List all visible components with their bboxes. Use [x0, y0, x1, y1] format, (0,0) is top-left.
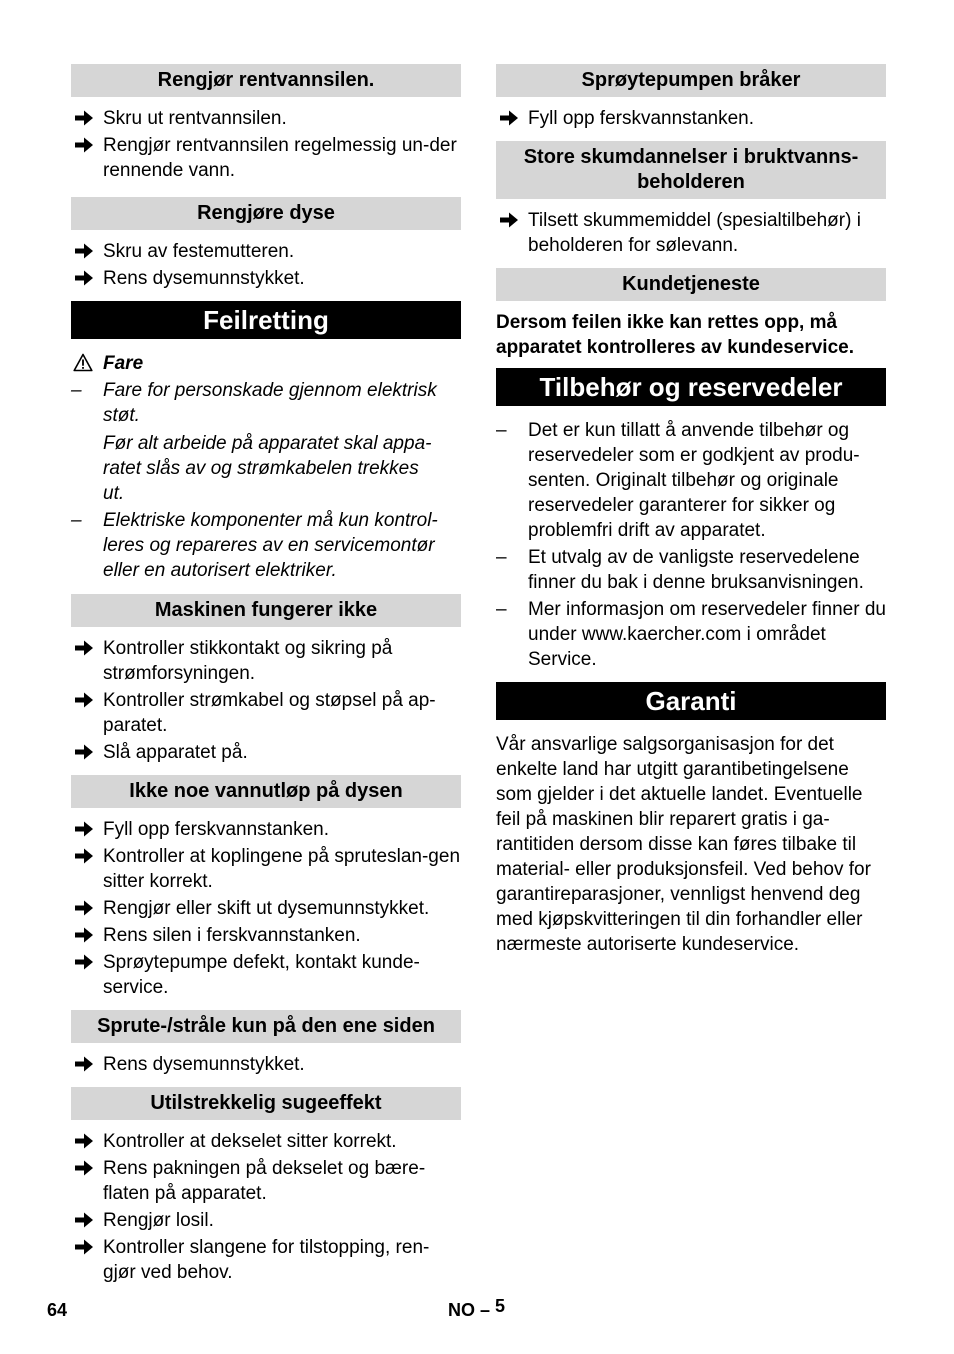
list-item: Rengjør eller skift ut dysemunnstykket. [71, 896, 461, 921]
arrow-icon [74, 109, 94, 127]
list-item: – Mer informasjon om reservedeler finner du under www.kaercher.com i området Service. [496, 599, 886, 670]
list-item: Kontroller at koplingene på spruteslan-gen sitter korrekt. [71, 844, 461, 894]
arrow-icon [74, 1055, 94, 1073]
arrow-icon [74, 1211, 94, 1229]
arrow-icon [74, 136, 94, 154]
section-heading: Sprute-/stråle kun på den ene siden [71, 1010, 461, 1043]
section-heading: Maskinen fungerer ikke [71, 594, 461, 627]
arrow-icon [499, 211, 519, 229]
list-item: Rens pakningen på dekselet og bære-flaten på apparatet. [71, 1156, 461, 1206]
arrow-icon [74, 847, 94, 865]
arrow-icon [74, 242, 94, 260]
list-item: Tilsett skummemiddel (spesialtilbehør) i beholderen for sølevann. [496, 208, 886, 258]
section-heading: Ikke noe vannutløp på dysen [71, 775, 461, 808]
list-item: Rens dysemunnstykket. [71, 266, 461, 291]
section-heading: Rengjøre dyse [71, 197, 461, 230]
list-item: Rens silen i ferskvannstanken. [71, 923, 461, 948]
footer-label: NO – 5 [448, 1296, 506, 1320]
list-item: Kontroller at dekselet sitter korrekt. [71, 1129, 461, 1154]
arrow-icon [74, 953, 94, 971]
list-item: Kontroller slangene for tilstopping, ren-gjør ved behov. [71, 1235, 461, 1285]
section-heading: Kundetjeneste [496, 268, 886, 301]
warning-item: – Elektriske komponenter må kun kontrol- leres og repareres av en servicemontør eller en autorisert elektriker. [71, 510, 438, 581]
arrow-icon [74, 743, 94, 761]
list-item: Kontroller stikkontakt og sikring på strømforsyningen. [71, 636, 461, 686]
list-item: Fyll opp ferskvannstanken. [71, 817, 461, 842]
section-heading: Utilstrekkelig sugeeffekt [71, 1087, 461, 1120]
arrow-icon [74, 820, 94, 838]
chapter-heading: Garanti [496, 682, 886, 720]
arrow-icon [74, 1132, 94, 1150]
arrow-icon [74, 899, 94, 917]
section-heading: Sprøytepumpen bråker [496, 64, 886, 97]
list-item: Kontroller strømkabel og støpsel på ap-paratet. [71, 688, 461, 738]
list-item: Rengjør losil. [71, 1208, 461, 1233]
arrow-icon [74, 1238, 94, 1256]
list-item: Fyll opp ferskvannstanken. [496, 106, 886, 131]
list-item: Skru av festemutteren. [71, 239, 461, 264]
list-item: Skru ut rentvannsilen. [71, 106, 461, 131]
warning-label: Fare [71, 351, 461, 376]
guarantee-text: Vår ansvarlige salgsorganisasjon for det enkelte land har utgitt garantibetingelsene som gjelder i det aktuelle landet. Eventuelle feil på maskinen blir reparert gratis i ga-rantitiden dersom disse kan føres tilbake til material- eller produksjonsfeil. Ved behov for garantireparasjoner, vennligst henvend deg med kjøpskvitteringen til din forhandler eller nærmeste autoriserte kundeservice. [496, 734, 871, 955]
chapter-heading: Feilretting [71, 301, 461, 339]
arrow-icon [74, 926, 94, 944]
list-item: Rengjør rentvannsilen regelmessig un-der rennende vann. [71, 133, 461, 183]
arrow-icon [74, 1159, 94, 1177]
list-item: Slå apparatet på. [71, 740, 461, 765]
arrow-icon [74, 691, 94, 709]
list-item: Rens dysemunnstykket. [71, 1052, 461, 1077]
left-column [71, 64, 461, 1287]
arrow-icon [499, 109, 519, 127]
list-item: Sprøytepumpe defekt, kontakt kunde-service. [71, 950, 461, 1000]
service-note: Dersom feilen ikke kan rettes opp, må apparatet kontrolleres av kundeservice. [496, 312, 854, 358]
arrow-icon [74, 639, 94, 657]
list-item: – Et utvalg av de vanligste reservedelene finner du bak i denne bruksanvisningen. [496, 547, 864, 593]
page-number: 64 [47, 1300, 68, 1320]
chapter-heading: Tilbehør og reservedeler [496, 368, 886, 406]
warning-item: – Fare for personskade gjennom elektrisk støt. Før alt arbeide på apparatet skal appa- ratet slås av og strømkabelen trekkes ut. [71, 380, 437, 504]
warning-triangle-icon [73, 353, 93, 372]
section-heading: Rengjør rentvannsilen. [71, 64, 461, 97]
right-column [496, 64, 886, 957]
arrow-icon [74, 269, 94, 287]
list-item: – Det er kun tillatt å anvende tilbehør og reservedeler som er godkjent av produ-senten. Originalt tilbehør og originale reservedeler garanterer for sikker og problemfri drift av apparatet. [496, 420, 860, 541]
section-heading: Store skumdannelser i bruktvanns- beholderen [496, 141, 886, 199]
